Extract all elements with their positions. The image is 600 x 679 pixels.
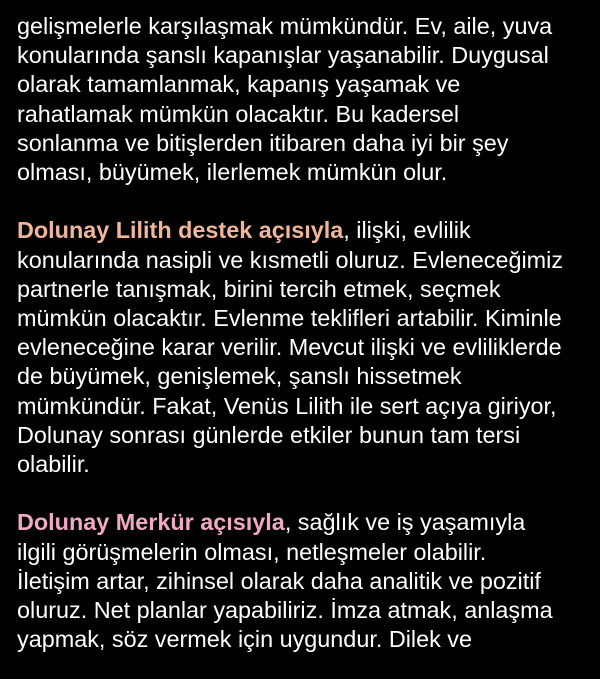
text-line bbox=[17, 216, 593, 245]
text-line: olması, büyümek, ilerlemek mümkün olur. bbox=[17, 159, 448, 186]
text-line: oluruz. Net planlar yapabiliriz. İmza atmak, anlaşma bbox=[17, 597, 553, 624]
text-line: olarak tamamlanmak, kapanış yaşamak ve bbox=[17, 71, 461, 98]
text-line: evleneceğine karar verilir. Mevcut ilişki ve evliliklerde bbox=[17, 334, 562, 361]
highlight-dolunay-merkur: Dolunay Merkür açısıyla bbox=[17, 509, 285, 536]
text-line: mümkün olacaktır. Evlenme teklifleri artabilir. Kiminle bbox=[17, 305, 562, 332]
text-line bbox=[17, 508, 593, 537]
text-line: sonlanma ve bitişlerden itibaren daha iyi bir şey bbox=[17, 129, 509, 156]
paragraph-lilith bbox=[17, 216, 593, 479]
text-line: ilgili görüşmelerin olması, netleşmeler olabilir. bbox=[17, 538, 487, 565]
paragraph-intro bbox=[17, 12, 593, 187]
article-body bbox=[17, 12, 593, 654]
text-line: yapmak, söz vermek için uygundur. Dilek ve bbox=[17, 626, 473, 653]
text-line: konularında şanslı kapanışlar yaşanabilir. Duygusal bbox=[17, 42, 549, 69]
text-line: İletişim artar, zihinsel olarak daha analitik ve pozitif bbox=[17, 567, 541, 594]
text-line: Dolunay sonrası günlerde etkiler bunun tam tersi bbox=[17, 421, 521, 448]
highlight-dolunay-lilith: Dolunay Lilith destek açısıyla bbox=[17, 217, 344, 244]
text-line: konularında nasipli ve kısmetli oluruz. Evleneceğimiz bbox=[17, 246, 564, 273]
text-line: rahatlamak mümkün olacaktır. Bu kadersel bbox=[17, 100, 460, 127]
text-line: mümkündür. Fakat, Venüs Lilith ile sert açıya giriyor, bbox=[17, 392, 557, 419]
text-line: olabilir. bbox=[17, 451, 90, 478]
text-fragment: , sağlık ve iş yaşamıyla bbox=[284, 509, 526, 536]
text-line: de büyümek, genişlemek, şanslı hissetmek bbox=[17, 363, 462, 390]
text-fragment: , ilişki, evlilik bbox=[343, 217, 471, 244]
text-line: partnerle tanışmak, birini tercih etmek, seçmek bbox=[17, 275, 501, 302]
paragraph-merkur bbox=[17, 508, 593, 654]
text-line: gelişmelerle karşılaşmak mümkündür. Ev, aile, yuva bbox=[17, 13, 553, 39]
